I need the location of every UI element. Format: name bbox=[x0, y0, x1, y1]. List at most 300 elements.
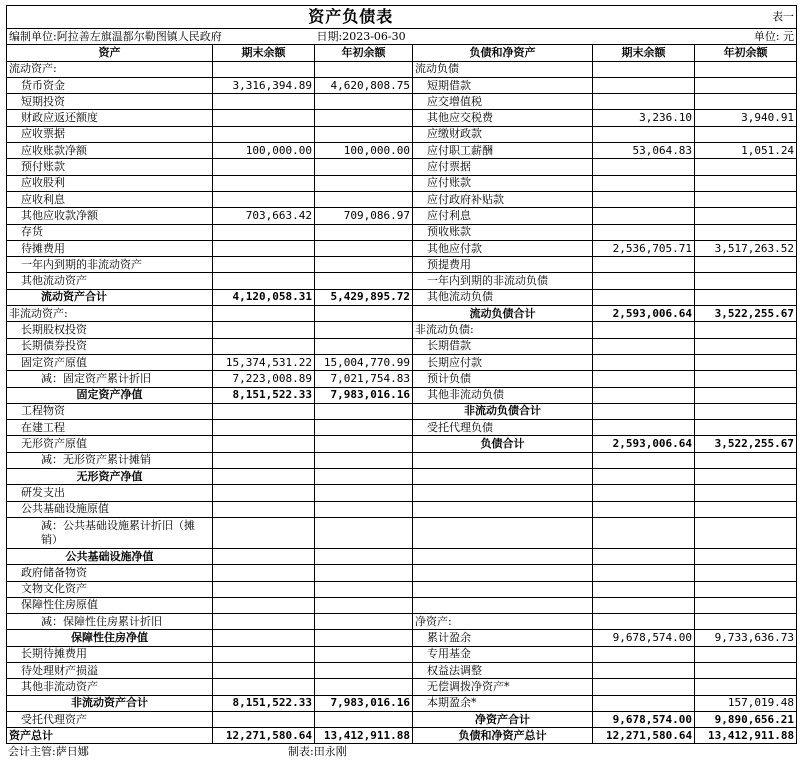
liability-name bbox=[413, 501, 593, 517]
asset-name: 保障性住房净值 bbox=[7, 630, 213, 646]
liability-name bbox=[413, 469, 593, 485]
asset-name: 应收股利 bbox=[7, 175, 213, 191]
asset-name: 公共基础设施净值 bbox=[7, 548, 213, 564]
liability-end-balance bbox=[593, 257, 695, 273]
liability-name bbox=[413, 581, 593, 597]
asset-begin-balance bbox=[315, 110, 413, 126]
table-row bbox=[7, 565, 797, 581]
asset-end-balance bbox=[213, 646, 315, 662]
title-row bbox=[7, 6, 797, 29]
asset-end-balance bbox=[213, 614, 315, 630]
liability-name: 应付利息 bbox=[413, 208, 593, 224]
liability-name: 权益法调整 bbox=[413, 662, 593, 678]
liability-begin-balance bbox=[695, 679, 797, 695]
asset-begin-balance bbox=[315, 469, 413, 485]
asset-begin-balance: 7,983,016.16 bbox=[315, 695, 413, 711]
liability-begin-balance bbox=[695, 597, 797, 613]
table-row bbox=[7, 679, 797, 695]
asset-end-balance bbox=[213, 517, 315, 548]
liability-end-balance bbox=[593, 61, 695, 77]
asset-end-balance bbox=[213, 630, 315, 646]
liability-end-balance bbox=[593, 224, 695, 240]
asset-name: 待处理财产损溢 bbox=[7, 662, 213, 678]
liability-name bbox=[413, 485, 593, 501]
asset-name: 公共基础设施原值 bbox=[7, 501, 213, 517]
liability-end-balance: 12,271,580.64 bbox=[593, 728, 695, 744]
liability-begin-balance bbox=[695, 548, 797, 564]
table-row bbox=[7, 306, 797, 322]
asset-begin-balance bbox=[315, 240, 413, 256]
liability-name: 预计负债 bbox=[413, 371, 593, 387]
liability-end-balance bbox=[593, 94, 695, 110]
liability-end-balance bbox=[593, 403, 695, 419]
liability-name: 无偿调拨净资产* bbox=[413, 679, 593, 695]
asset-end-balance bbox=[213, 679, 315, 695]
table-row bbox=[7, 548, 797, 564]
asset-end-balance: 703,663.42 bbox=[213, 208, 315, 224]
asset-end-balance: 100,000.00 bbox=[213, 143, 315, 159]
table-row bbox=[7, 387, 797, 403]
liability-end-balance bbox=[593, 420, 695, 436]
header-liabilities: 负债和净资产 bbox=[413, 45, 593, 61]
asset-end-balance bbox=[213, 61, 315, 77]
liability-name: 应付政府补贴款 bbox=[413, 191, 593, 207]
asset-name: 减：公共基础设施累计折旧（摊销） bbox=[7, 517, 213, 548]
asset-begin-balance bbox=[315, 548, 413, 564]
table-row bbox=[7, 614, 797, 630]
asset-begin-balance bbox=[315, 517, 413, 548]
liability-end-balance bbox=[593, 208, 695, 224]
asset-name: 应收利息 bbox=[7, 191, 213, 207]
asset-begin-balance bbox=[315, 338, 413, 354]
header-asset-end: 期末余额 bbox=[213, 45, 315, 61]
accountant-signoff bbox=[8, 744, 89, 760]
liability-begin-balance bbox=[695, 517, 797, 548]
asset-name: 在建工程 bbox=[7, 420, 213, 436]
asset-begin-balance: 15,004,770.99 bbox=[315, 354, 413, 370]
asset-end-balance: 8,151,522.33 bbox=[213, 695, 315, 711]
liability-end-balance bbox=[593, 597, 695, 613]
asset-name: 流动资产合计 bbox=[7, 289, 213, 305]
liability-name: 短期借款 bbox=[413, 77, 593, 93]
liability-name: 非流动负债: bbox=[413, 322, 593, 338]
liability-begin-balance: 1,051.24 bbox=[695, 143, 797, 159]
liability-end-balance: 3,236.10 bbox=[593, 110, 695, 126]
liability-end-balance bbox=[593, 126, 695, 142]
liability-begin-balance bbox=[695, 338, 797, 354]
liability-begin-balance: 3,522,255.67 bbox=[695, 306, 797, 322]
liability-name bbox=[413, 517, 593, 548]
table-row bbox=[7, 420, 797, 436]
liability-end-balance: 2,536,705.71 bbox=[593, 240, 695, 256]
liability-end-balance bbox=[593, 338, 695, 354]
org-label: 编制单位: bbox=[9, 29, 57, 43]
table-row bbox=[7, 159, 797, 175]
asset-begin-balance bbox=[315, 420, 413, 436]
asset-end-balance: 4,120,058.31 bbox=[213, 289, 315, 305]
liability-begin-balance bbox=[695, 581, 797, 597]
liability-name bbox=[413, 565, 593, 581]
asset-end-balance bbox=[213, 436, 315, 452]
asset-name: 长期待摊费用 bbox=[7, 646, 213, 662]
table-row bbox=[7, 581, 797, 597]
asset-begin-balance bbox=[315, 191, 413, 207]
asset-end-balance: 7,223,008.89 bbox=[213, 371, 315, 387]
table-row bbox=[7, 322, 797, 338]
asset-name: 其他流动资产 bbox=[7, 273, 213, 289]
liability-name: 累计盈余 bbox=[413, 630, 593, 646]
liability-begin-balance bbox=[695, 452, 797, 468]
liability-end-balance bbox=[593, 581, 695, 597]
asset-name: 应收账款净额 bbox=[7, 143, 213, 159]
asset-end-balance bbox=[213, 159, 315, 175]
asset-name: 固定资产原值 bbox=[7, 354, 213, 370]
liability-begin-balance bbox=[695, 77, 797, 93]
liability-name bbox=[413, 597, 593, 613]
liability-name: 负债和净资产总计 bbox=[413, 728, 593, 744]
liability-begin-balance bbox=[695, 159, 797, 175]
liability-begin-balance bbox=[695, 354, 797, 370]
asset-end-balance bbox=[213, 469, 315, 485]
liability-name: 长期应付款 bbox=[413, 354, 593, 370]
asset-name: 待摊费用 bbox=[7, 240, 213, 256]
asset-begin-balance bbox=[315, 257, 413, 273]
liability-end-balance bbox=[593, 501, 695, 517]
asset-end-balance bbox=[213, 338, 315, 354]
asset-begin-balance bbox=[315, 452, 413, 468]
asset-name: 研发支出 bbox=[7, 485, 213, 501]
asset-begin-balance bbox=[315, 485, 413, 501]
asset-begin-balance bbox=[315, 614, 413, 630]
liability-name: 其他应交税费 bbox=[413, 110, 593, 126]
liability-begin-balance bbox=[695, 501, 797, 517]
footer bbox=[6, 744, 796, 760]
asset-name: 无形资产净值 bbox=[7, 469, 213, 485]
asset-end-balance bbox=[213, 711, 315, 727]
asset-end-balance bbox=[213, 662, 315, 678]
asset-name: 长期债券投资 bbox=[7, 338, 213, 354]
liability-begin-balance bbox=[695, 662, 797, 678]
accountant-label: 会计主管: bbox=[8, 745, 56, 759]
liability-begin-balance bbox=[695, 257, 797, 273]
liability-name: 流动负债 bbox=[413, 61, 593, 77]
table-row bbox=[7, 711, 797, 727]
asset-begin-balance: 13,412,911.88 bbox=[315, 728, 413, 744]
table-row bbox=[7, 354, 797, 370]
liability-name: 预收账款 bbox=[413, 224, 593, 240]
liability-name: 本期盈余* bbox=[413, 695, 593, 711]
table-row bbox=[7, 94, 797, 110]
asset-name: 固定资产净值 bbox=[7, 387, 213, 403]
table-row bbox=[7, 646, 797, 662]
asset-begin-balance bbox=[315, 565, 413, 581]
asset-begin-balance bbox=[315, 646, 413, 662]
org-name: 阿拉善左旗温都尔勒图镇人民政府 bbox=[56, 29, 222, 43]
unit-label: 单位: 元 bbox=[695, 29, 797, 45]
asset-end-balance bbox=[213, 501, 315, 517]
asset-name: 文物文化资产 bbox=[7, 581, 213, 597]
liability-name: 预提费用 bbox=[413, 257, 593, 273]
table-row bbox=[7, 338, 797, 354]
asset-begin-balance: 4,620,808.75 bbox=[315, 77, 413, 93]
liability-begin-balance bbox=[695, 322, 797, 338]
asset-begin-balance bbox=[315, 322, 413, 338]
asset-name: 长期股权投资 bbox=[7, 322, 213, 338]
asset-begin-balance bbox=[315, 679, 413, 695]
asset-end-balance bbox=[213, 452, 315, 468]
asset-begin-balance bbox=[315, 61, 413, 77]
table-row bbox=[7, 175, 797, 191]
table-row bbox=[7, 143, 797, 159]
liability-name: 长期借款 bbox=[413, 338, 593, 354]
table-row bbox=[7, 224, 797, 240]
table-row bbox=[7, 61, 797, 77]
liability-end-balance bbox=[593, 517, 695, 548]
date-label: 日期: bbox=[316, 29, 343, 43]
liability-end-balance bbox=[593, 548, 695, 564]
header-liab-end: 期末余额 bbox=[593, 45, 695, 61]
liability-begin-balance bbox=[695, 646, 797, 662]
liability-begin-balance bbox=[695, 175, 797, 191]
liability-begin-balance bbox=[695, 191, 797, 207]
liability-end-balance bbox=[593, 614, 695, 630]
asset-begin-balance: 709,086.97 bbox=[315, 208, 413, 224]
liability-end-balance bbox=[593, 191, 695, 207]
asset-name: 一年内到期的非流动资产 bbox=[7, 257, 213, 273]
liability-begin-balance bbox=[695, 208, 797, 224]
liability-begin-balance bbox=[695, 126, 797, 142]
table-row bbox=[7, 240, 797, 256]
asset-name: 货币资金 bbox=[7, 77, 213, 93]
asset-name: 减：无形资产累计摊销 bbox=[7, 452, 213, 468]
table-row bbox=[7, 371, 797, 387]
liability-name: 应付账款 bbox=[413, 175, 593, 191]
asset-name: 流动资产: bbox=[7, 61, 213, 77]
table-row bbox=[7, 403, 797, 419]
asset-name: 政府储备物资 bbox=[7, 565, 213, 581]
table-row bbox=[7, 728, 797, 744]
liability-name: 受托代理负债 bbox=[413, 420, 593, 436]
table-row bbox=[7, 110, 797, 126]
liability-name: 其他应付款 bbox=[413, 240, 593, 256]
balance-sheet bbox=[6, 5, 796, 760]
asset-begin-balance bbox=[315, 94, 413, 110]
table-row bbox=[7, 452, 797, 468]
table-row bbox=[7, 469, 797, 485]
asset-begin-balance bbox=[315, 436, 413, 452]
liability-begin-balance bbox=[695, 614, 797, 630]
liability-end-balance bbox=[593, 289, 695, 305]
liability-end-balance: 53,064.83 bbox=[593, 143, 695, 159]
asset-name: 其他非流动资产 bbox=[7, 679, 213, 695]
liability-begin-balance bbox=[695, 469, 797, 485]
liability-name: 负债合计 bbox=[413, 436, 593, 452]
liability-end-balance bbox=[593, 77, 695, 93]
asset-end-balance bbox=[213, 175, 315, 191]
asset-begin-balance: 7,021,754.83 bbox=[315, 371, 413, 387]
asset-name: 预付账款 bbox=[7, 159, 213, 175]
liability-end-balance bbox=[593, 679, 695, 695]
report-date: 2023-06-30 bbox=[342, 29, 406, 43]
liability-begin-balance bbox=[695, 224, 797, 240]
asset-end-balance bbox=[213, 224, 315, 240]
asset-begin-balance bbox=[315, 597, 413, 613]
liability-end-balance: 2,593,006.64 bbox=[593, 306, 695, 322]
asset-name: 应收票据 bbox=[7, 126, 213, 142]
asset-end-balance bbox=[213, 322, 315, 338]
asset-begin-balance bbox=[315, 306, 413, 322]
liability-end-balance bbox=[593, 452, 695, 468]
liability-name bbox=[413, 548, 593, 564]
header-liab-begin: 年初余额 bbox=[695, 45, 797, 61]
liability-begin-balance bbox=[695, 94, 797, 110]
liability-name: 净资产: bbox=[413, 614, 593, 630]
liability-begin-balance: 9,890,656.21 bbox=[695, 711, 797, 727]
liability-begin-balance: 3,522,255.67 bbox=[695, 436, 797, 452]
liability-end-balance bbox=[593, 159, 695, 175]
table-row bbox=[7, 191, 797, 207]
asset-begin-balance bbox=[315, 403, 413, 419]
liability-begin-balance bbox=[695, 289, 797, 305]
table-row bbox=[7, 273, 797, 289]
liability-end-balance bbox=[593, 322, 695, 338]
liability-name: 流动负债合计 bbox=[413, 306, 593, 322]
asset-end-balance: 12,271,580.64 bbox=[213, 728, 315, 744]
liability-name: 其他流动负债 bbox=[413, 289, 593, 305]
liability-end-balance: 9,678,574.00 bbox=[593, 711, 695, 727]
liability-name: 其他非流动负债 bbox=[413, 387, 593, 403]
liability-name: 非流动负债合计 bbox=[413, 403, 593, 419]
asset-name: 减：保障性住房累计折旧 bbox=[7, 614, 213, 630]
liability-name: 应付票据 bbox=[413, 159, 593, 175]
asset-end-balance bbox=[213, 403, 315, 419]
table-row bbox=[7, 436, 797, 452]
liability-end-balance bbox=[593, 387, 695, 403]
asset-end-balance bbox=[213, 581, 315, 597]
liability-end-balance bbox=[593, 354, 695, 370]
liability-name bbox=[413, 452, 593, 468]
preparer-name: 田永刚 bbox=[313, 745, 347, 759]
liability-begin-balance: 3,940.91 bbox=[695, 110, 797, 126]
liability-begin-balance: 9,733,636.73 bbox=[695, 630, 797, 646]
asset-end-balance bbox=[213, 126, 315, 142]
liability-end-balance bbox=[593, 371, 695, 387]
asset-end-balance bbox=[213, 597, 315, 613]
asset-name: 存货 bbox=[7, 224, 213, 240]
asset-end-balance: 15,374,531.22 bbox=[213, 354, 315, 370]
liability-end-balance bbox=[593, 175, 695, 191]
liability-name: 一年内到期的非流动负债 bbox=[413, 273, 593, 289]
asset-end-balance bbox=[213, 257, 315, 273]
preparer-signoff bbox=[288, 744, 347, 760]
asset-end-balance bbox=[213, 306, 315, 322]
liability-end-balance bbox=[593, 273, 695, 289]
asset-name: 财政应返还额度 bbox=[7, 110, 213, 126]
asset-name: 工程物资 bbox=[7, 403, 213, 419]
asset-name: 其他应收款净额 bbox=[7, 208, 213, 224]
table-row bbox=[7, 485, 797, 501]
asset-begin-balance bbox=[315, 159, 413, 175]
table-row bbox=[7, 208, 797, 224]
asset-begin-balance bbox=[315, 630, 413, 646]
table-row bbox=[7, 662, 797, 678]
liability-end-balance bbox=[593, 469, 695, 485]
asset-end-balance: 8,151,522.33 bbox=[213, 387, 315, 403]
liability-begin-balance: 157,019.48 bbox=[695, 695, 797, 711]
asset-name: 保障性住房原值 bbox=[7, 597, 213, 613]
liability-name: 应付职工薪酬 bbox=[413, 143, 593, 159]
asset-end-balance: 3,316,394.89 bbox=[213, 77, 315, 93]
liability-begin-balance bbox=[695, 565, 797, 581]
asset-name: 减：固定资产累计折旧 bbox=[7, 371, 213, 387]
liability-end-balance bbox=[593, 565, 695, 581]
header-row bbox=[7, 45, 797, 61]
accountant-name: 萨日娜 bbox=[55, 745, 89, 759]
liability-begin-balance: 13,412,911.88 bbox=[695, 728, 797, 744]
liability-end-balance bbox=[593, 695, 695, 711]
liability-name: 净资产合计 bbox=[413, 711, 593, 727]
asset-end-balance bbox=[213, 565, 315, 581]
asset-name: 资产总计 bbox=[7, 728, 213, 744]
liability-begin-balance bbox=[695, 371, 797, 387]
liability-begin-balance: 3,517,263.52 bbox=[695, 240, 797, 256]
asset-begin-balance bbox=[315, 273, 413, 289]
asset-begin-balance: 5,429,895.72 bbox=[315, 289, 413, 305]
asset-begin-balance bbox=[315, 711, 413, 727]
balance-sheet-table bbox=[6, 5, 797, 744]
asset-begin-balance bbox=[315, 126, 413, 142]
asset-name: 短期投资 bbox=[7, 94, 213, 110]
asset-end-balance bbox=[213, 94, 315, 110]
liability-begin-balance bbox=[695, 61, 797, 77]
liability-begin-balance bbox=[695, 403, 797, 419]
asset-end-balance bbox=[213, 485, 315, 501]
asset-name: 非流动资产合计 bbox=[7, 695, 213, 711]
liability-begin-balance bbox=[695, 485, 797, 501]
asset-begin-balance bbox=[315, 581, 413, 597]
table-row bbox=[7, 289, 797, 305]
report-title: 资产负债表 bbox=[7, 6, 695, 29]
asset-end-balance bbox=[213, 240, 315, 256]
asset-name: 受托代理资产 bbox=[7, 711, 213, 727]
asset-begin-balance bbox=[315, 662, 413, 678]
liability-name: 应缴财政款 bbox=[413, 126, 593, 142]
liability-name: 应交增值税 bbox=[413, 94, 593, 110]
liability-end-balance bbox=[593, 646, 695, 662]
table-row bbox=[7, 695, 797, 711]
table-row bbox=[7, 126, 797, 142]
asset-begin-balance: 100,000.00 bbox=[315, 143, 413, 159]
preparer-label: 制表: bbox=[288, 745, 314, 759]
asset-begin-balance bbox=[315, 175, 413, 191]
table-row bbox=[7, 597, 797, 613]
liability-end-balance: 2,593,006.64 bbox=[593, 436, 695, 452]
liability-begin-balance bbox=[695, 387, 797, 403]
table-row bbox=[7, 77, 797, 93]
liability-end-balance bbox=[593, 662, 695, 678]
liability-begin-balance bbox=[695, 420, 797, 436]
liability-end-balance bbox=[593, 485, 695, 501]
liability-end-balance: 9,678,574.00 bbox=[593, 630, 695, 646]
asset-end-balance bbox=[213, 273, 315, 289]
table-row bbox=[7, 517, 797, 548]
liability-name: 专用基金 bbox=[413, 646, 593, 662]
header-assets: 资产 bbox=[7, 45, 213, 61]
asset-end-balance bbox=[213, 548, 315, 564]
table-number: 表一 bbox=[695, 6, 797, 29]
asset-begin-balance: 7,983,016.16 bbox=[315, 387, 413, 403]
asset-end-balance bbox=[213, 191, 315, 207]
